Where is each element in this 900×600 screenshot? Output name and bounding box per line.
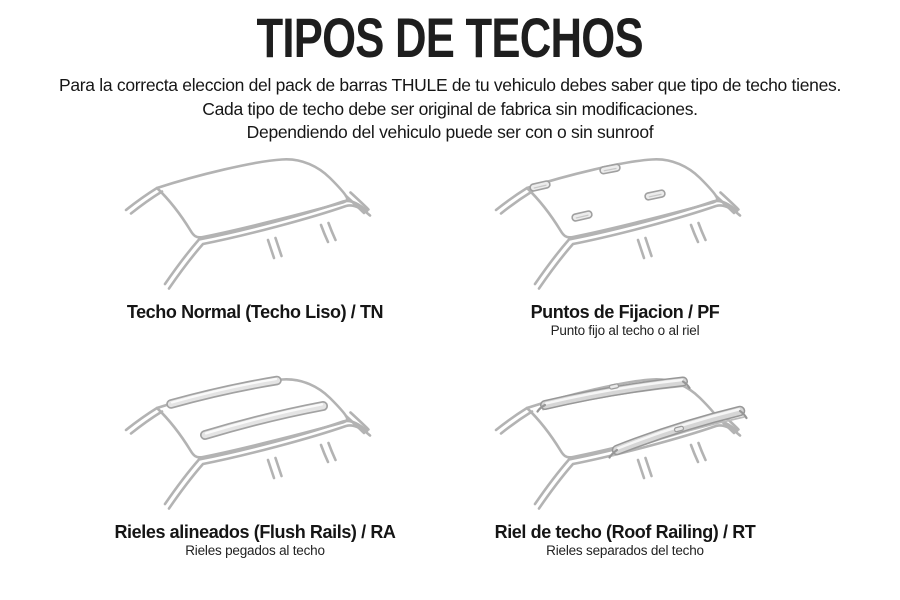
roof-type-cell-ra <box>50 360 460 559</box>
page-title <box>0 6 900 69</box>
intro-line-1: Para la correcta eleccion del pack de barras THULE de tu vehiculo debes saber que tipo de techo tienes. <box>58 75 842 95</box>
roof-type-label: Techo Normal (Techo Liso) / TN <box>126 302 384 322</box>
roof-type-sublabel: Rieles separados del techo <box>546 543 704 558</box>
roof-type-cell-pf <box>420 140 830 339</box>
roof-type-caption-tn <box>50 302 460 323</box>
roof-type-cell-tn <box>50 140 460 323</box>
fixed-points-roof-sketch-icon <box>455 140 795 300</box>
plain-roof-sketch-icon <box>85 140 425 300</box>
roof-type-caption-rt <box>420 522 830 559</box>
roof-type-label: Puntos de Fijacion / PF <box>530 302 720 322</box>
roof-type-caption-ra <box>50 522 460 559</box>
intro-text <box>0 74 900 145</box>
roof-type-label: Rieles alineados (Flush Rails) / RA <box>114 522 396 542</box>
roof-type-sublabel: Rieles pegados al techo <box>185 543 325 558</box>
roof-type-label: Riel de techo (Roof Railing) / RT <box>494 522 756 542</box>
roof-type-caption-pf <box>420 302 830 339</box>
roof-type-sublabel: Punto fijo al techo o al riel <box>550 323 700 338</box>
roof-type-cell-rt <box>420 360 830 559</box>
intro-line-2: Cada tipo de techo debe ser original de fabrica sin modificaciones. <box>202 98 698 119</box>
intro-line-3: Dependiendo del vehiculo puede ser con o sin sunroof <box>246 122 654 142</box>
page-title-text: TIPOS DE TECHOS <box>256 6 644 69</box>
flush-rails-roof-sketch-icon <box>85 360 425 520</box>
roof-railing-roof-sketch-icon <box>455 360 795 520</box>
